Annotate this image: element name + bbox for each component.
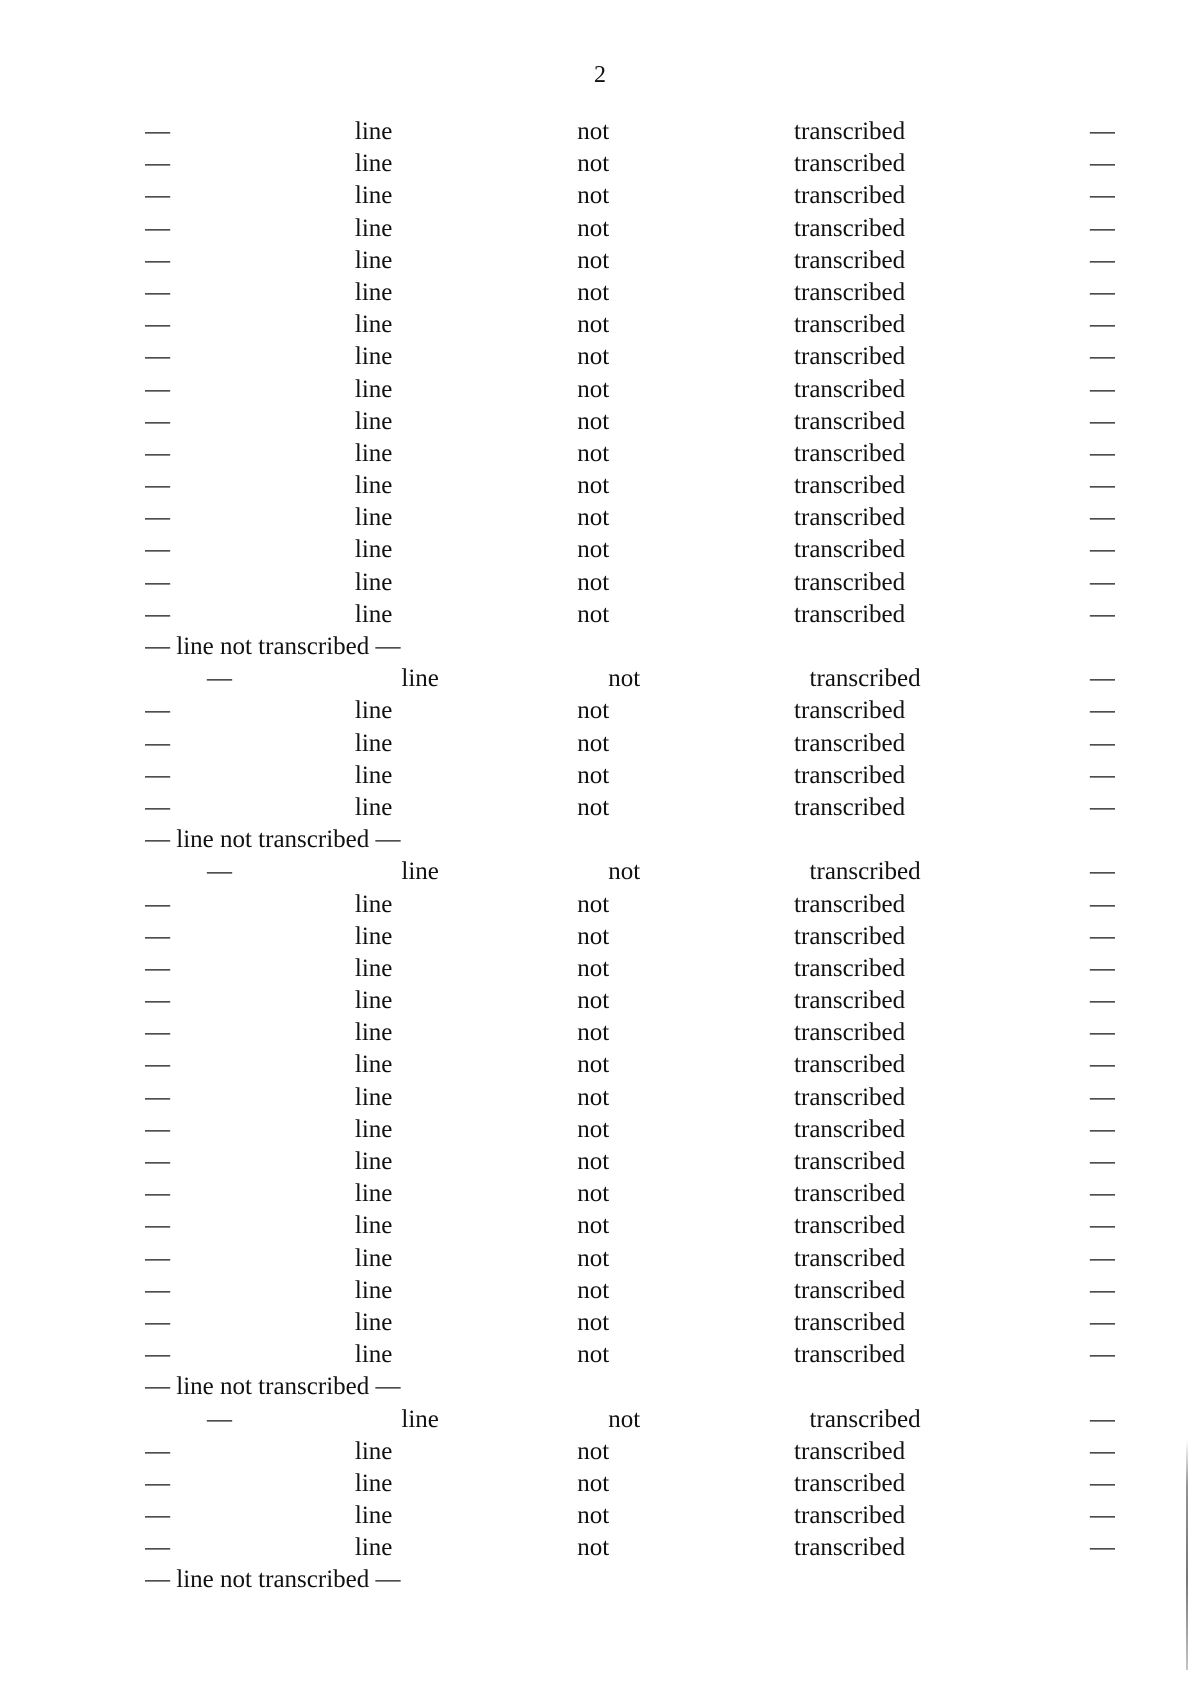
text-line: — line not transcribed —	[145, 246, 1115, 274]
text-line: — line not transcribed —	[145, 793, 1115, 821]
text-line: — line not transcribed —	[145, 439, 1115, 467]
text-line: — line not transcribed —	[145, 278, 1115, 306]
text-line: — line not transcribed —	[145, 182, 1115, 210]
text-line: — line not transcribed —	[145, 761, 1115, 789]
text-line: — line not transcribed —	[145, 1115, 1115, 1143]
text-line: — line not transcribed —	[145, 536, 1115, 564]
text-line: — line not transcribed —	[145, 1212, 1115, 1240]
paragraph	[145, 116, 1115, 663]
text-line: — line not transcribed —	[145, 311, 1115, 339]
text-line: — line not transcribed —	[207, 1405, 1115, 1433]
paragraph	[145, 1404, 1115, 1597]
text-line: — line not transcribed —	[145, 697, 1115, 725]
text-line: — line not transcribed —	[145, 1019, 1115, 1047]
scan-edge-mark	[1186, 1440, 1188, 1670]
text-line: — line not transcribed —	[145, 954, 1115, 982]
text-line: — line not transcribed —	[145, 375, 1115, 403]
text-line: — line not transcribed —	[145, 1244, 1115, 1272]
text-line: — line not transcribed —	[145, 1566, 401, 1594]
text-line: — line not transcribed —	[145, 1308, 1115, 1336]
page-number: 2	[594, 62, 606, 88]
text-line: — line not transcribed —	[145, 472, 1115, 500]
text-line: — line not transcribed —	[145, 343, 1115, 371]
text-line: — line not transcribed —	[207, 665, 1115, 693]
paragraph	[145, 663, 1115, 856]
text-line: — line not transcribed —	[145, 504, 1115, 532]
text-line: — line not transcribed —	[207, 858, 1115, 886]
text-line: — line not transcribed —	[145, 1083, 1115, 1111]
text-line: — line not transcribed —	[145, 214, 1115, 242]
text-line: — line not transcribed —	[145, 568, 1115, 596]
text-line: — line not transcribed —	[145, 922, 1115, 950]
text-line: — line not transcribed —	[145, 600, 1115, 628]
text-line: — line not transcribed —	[145, 1148, 1115, 1175]
text-line: — line not transcribed —	[145, 1469, 1115, 1497]
text-line: — line not transcribed —	[145, 1373, 401, 1401]
text-line: — line not transcribed —	[145, 826, 401, 854]
text-line: — line not transcribed —	[145, 1502, 1115, 1530]
text-line: — line not transcribed —	[145, 1276, 1115, 1304]
text-line: — line not transcribed —	[145, 407, 1115, 435]
text-line: — line not transcribed —	[145, 1437, 1115, 1465]
text-line: — line not transcribed —	[145, 890, 1115, 918]
body-text	[145, 116, 1115, 1597]
text-line: — line not transcribed —	[145, 150, 1115, 178]
text-line: — line not transcribed —	[145, 987, 1115, 1015]
text-line: — line not transcribed —	[145, 729, 1115, 757]
text-line: — line not transcribed —	[145, 118, 1115, 145]
text-line: — line not transcribed —	[145, 1341, 1115, 1369]
text-line: — line not transcribed —	[145, 1051, 1115, 1079]
text-line: — line not transcribed —	[145, 1180, 1115, 1208]
text-line: — line not transcribed —	[145, 633, 401, 660]
paragraph	[145, 856, 1115, 1403]
text-line: — line not transcribed —	[145, 1534, 1115, 1562]
